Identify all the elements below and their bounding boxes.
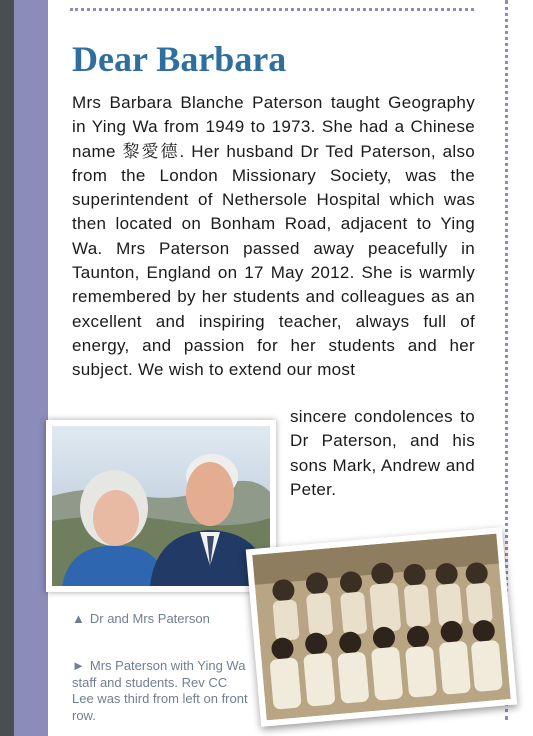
page-edge-dark (0, 0, 14, 736)
photo-group-image (252, 534, 511, 721)
dotted-border-top (70, 8, 474, 11)
caption-group-text: Mrs Paterson with Ying Wa staff and students. Rev CC Lee was third from left on front row. (72, 658, 248, 723)
article-body: Mrs Barbara Blanche Paterson taught Geography in Ying Wa from 1949 to 1973. She had a Chinese name 黎愛德. Her husband Dr Ted Paterson, also from the London Missionary Society, was the superintendent of Nethersole Hospital which was then located on Bonham Road, adjacent to Ying Wa. Mrs Paterson passed away peacefully in Taunton, England on 17 May 2012. She is warmly remembered by her students and colleagues as an excellent and inspiring teacher, always full of energy, and passion for her students and her subject. We wish to extend our most (72, 93, 475, 380)
triangle-up-icon: ▲ (72, 611, 85, 626)
photo-couple (46, 420, 276, 592)
article-body-continued: sincere condolences to Dr Paterson, and his sons Mark, Andrew and Peter. (290, 407, 475, 499)
sidebar-stripe (14, 0, 48, 736)
caption-group (72, 658, 252, 724)
photo-couple-image (52, 426, 270, 586)
caption-couple-text: Dr and Mrs Paterson (89, 611, 210, 626)
caption-couple (72, 611, 210, 628)
photo-group (246, 527, 518, 727)
triangle-right-icon: ► (72, 658, 85, 673)
article-title: Dear Barbara (72, 39, 287, 79)
